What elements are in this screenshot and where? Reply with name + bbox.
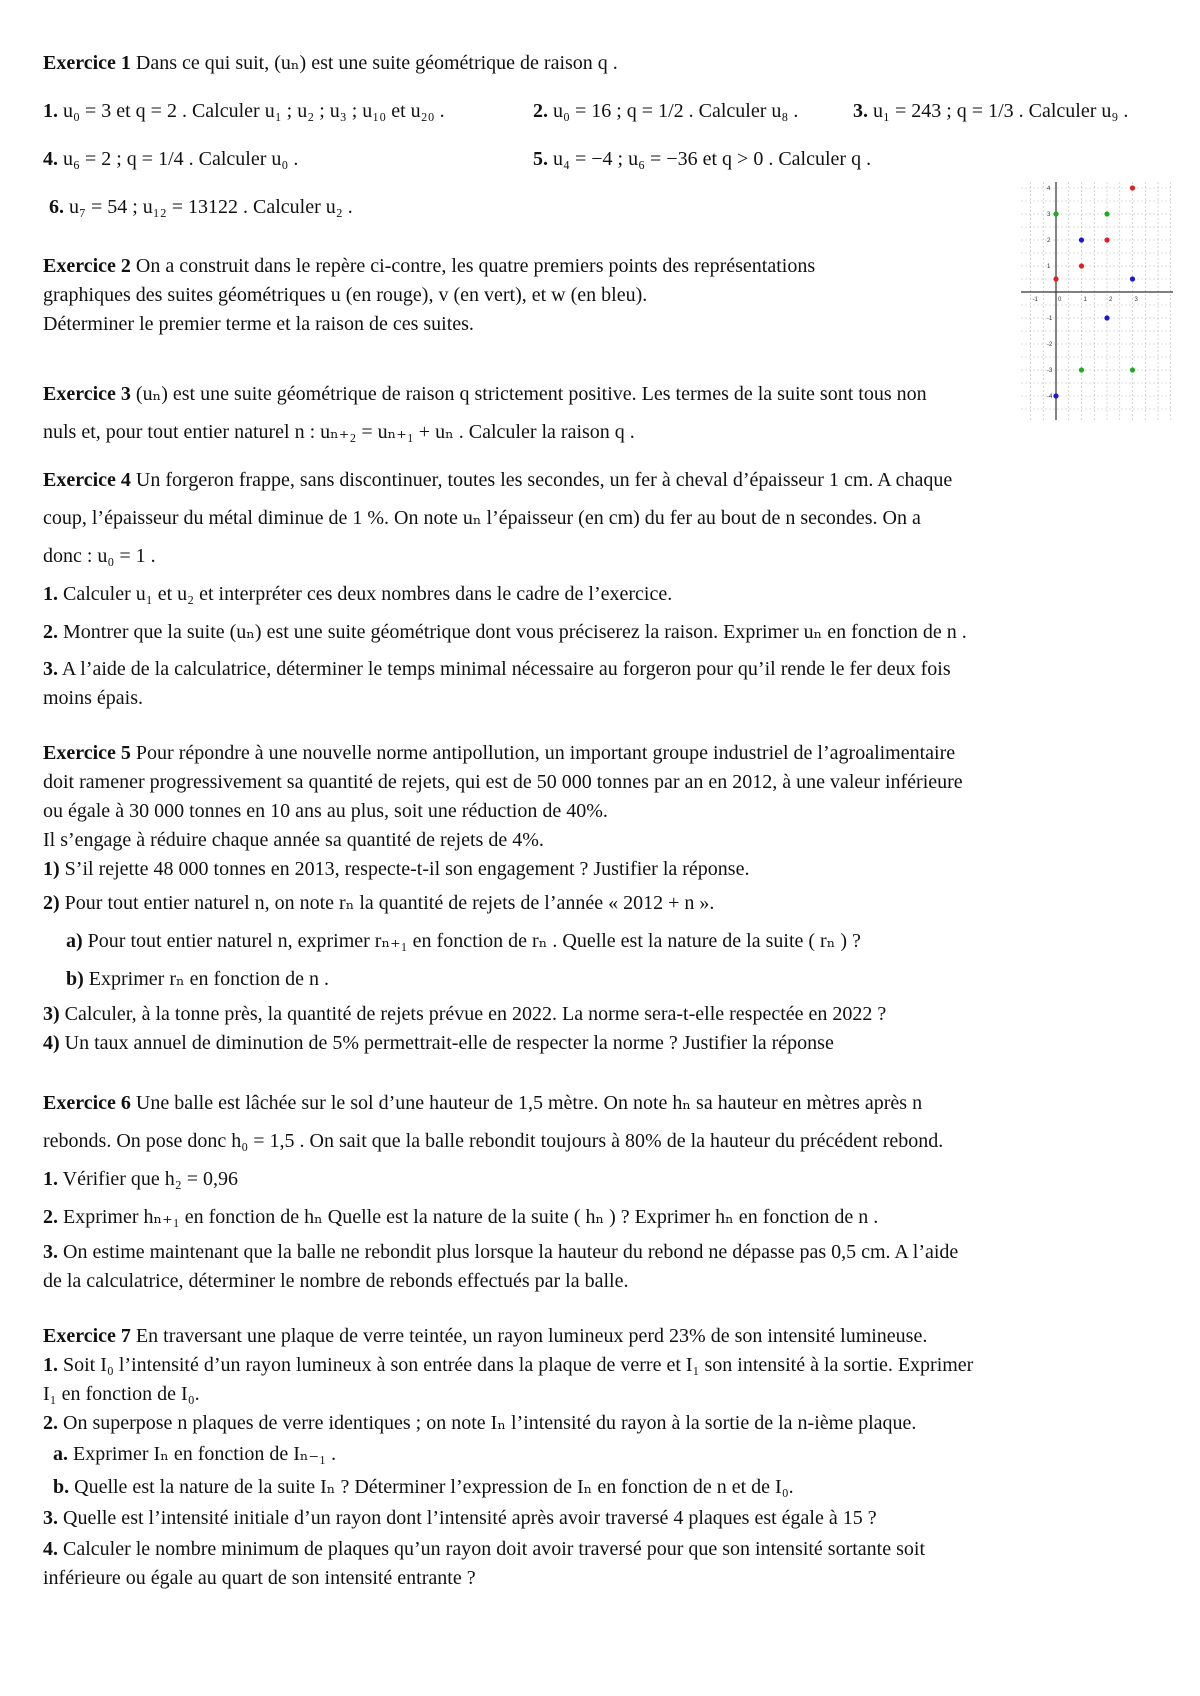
exercise-5 <box>43 739 1168 1058</box>
ex5-q4-text: Un taux annuel de diminution de 5% permettrait-elle de respecter la norme ? Justifier la réponse <box>64 1032 834 1054</box>
ex4-line-2: coup, l’épaisseur du métal diminue de 1 %. On note uₙ l’épaisseur (en cm) du fer au bout de n secondes. On a <box>43 507 921 529</box>
ex7-q2-num: 2. <box>43 1412 58 1434</box>
ex4-heading: Exercice 4 <box>43 469 131 491</box>
ex6-q1 <box>43 1160 1168 1198</box>
y-tick-label: 1 <box>1047 264 1051 270</box>
ex1-q2-num: 2. <box>533 100 548 122</box>
ex5-line-3: ou égale à 30 000 tonnes en 10 ans au plus, soit une réduction de 40%. <box>43 800 608 822</box>
ex6-q1-text: Vérifier que h₂ = 0,96 <box>62 1168 239 1190</box>
ex5-line-1-text: Pour répondre à une nouvelle norme antipollution, un important groupe industriel de l’agroalimentaire <box>135 742 956 764</box>
ex6-q3-num: 3. <box>43 1241 58 1263</box>
ex5-q2b <box>43 960 1168 998</box>
ex5-q2 <box>43 884 1168 922</box>
point-v <box>1053 211 1058 216</box>
exercise-7 <box>43 1322 1168 1593</box>
ex6-q2 <box>43 1198 1168 1236</box>
ex2-line-3: Déterminer le premier terme et la raison de ces suites. <box>43 313 474 335</box>
ex5-q1-num: 1) <box>43 858 60 880</box>
point-v <box>1079 367 1084 372</box>
ex7-q3-num: 3. <box>43 1507 58 1529</box>
exercise-3 <box>43 375 1168 451</box>
exercise-1 <box>43 44 1168 226</box>
ex5-line-4: Il s’engage à réduire chaque année sa quantité de rejets de 4%. <box>43 829 544 851</box>
ex6-line-1 <box>43 1084 1168 1122</box>
ex1-q2-text: u₀ = 16 ; q = 1/2 . Calculer u₈ . <box>553 100 799 122</box>
ex7-q2a <box>43 1440 1168 1469</box>
ex5-q2a-text: Pour tout entier naturel n, exprimer rₙ₊₁ en fonction de rₙ . Quelle est la nature de la suite ( rₙ ) ? <box>87 930 861 952</box>
ex4-q3-text: A l’aide de la calculatrice, déterminer le temps minimal nécessaire au forgeron pour qu’il rende le fer deux fois <box>61 658 951 680</box>
ex2-line-1 <box>43 252 998 281</box>
y-tick-label: -3 <box>1047 368 1053 374</box>
ex5-q2-text: Pour tout entier naturel n, on note rₙ la quantité de rejets de l’année « 2012 + n ». <box>64 892 715 914</box>
ex7-q4 <box>43 1535 1168 1564</box>
ex7-q2a-text: Exprimer Iₙ en fonction de Iₙ₋₁ . <box>73 1443 337 1465</box>
ex1-q2 <box>533 92 853 130</box>
y-tick-label: 2 <box>1047 238 1051 244</box>
ex2-heading: Exercice 2 <box>43 255 131 277</box>
ex7-q1-text: Soit I₀ l’intensité d’un rayon lumineux à son entrée dans la plaque de verre et I₁ son intensité à la sortie. Exprimer <box>63 1354 974 1376</box>
exercise-4 <box>43 461 1168 713</box>
ex2-line-2: graphiques des suites géométriques u (en rouge), v (en vert), et w (en bleu). <box>43 284 648 306</box>
graph-tick-labels <box>1033 186 1139 400</box>
ex3-line-1 <box>43 375 1168 413</box>
graph-grid <box>1021 182 1173 420</box>
ex7-q3-text: Quelle est l’intensité initiale d’un rayon dont l’intensité après avoir traversé 4 plaques est égale à 15 ? <box>63 1507 877 1529</box>
x-tick-label: 2 <box>1109 297 1113 303</box>
ex5-q3-text: Calculer, à la tonne près, la quantité de rejets prévue en 2022. La norme sera-t-elle respectée en 2022 ? <box>64 1003 887 1025</box>
graph-axes <box>1021 182 1173 420</box>
ex1-intro <box>43 44 1168 82</box>
ex6-q3-cont: de la calculatrice, déterminer le nombre de rebonds effectués par la balle. <box>43 1270 629 1292</box>
ex3-line-1-text: (uₙ) est une suite géométrique de raison q strictement positive. Les termes de la suite sont tous non <box>135 383 927 405</box>
ex1-q3-text: u₁ = 243 ; q = 1/3 . Calculer u₉ . <box>873 100 1129 122</box>
ex6-q1-num: 1. <box>43 1168 58 1190</box>
ex4-q3 <box>43 655 1168 684</box>
ex4-q1-num: 1. <box>43 583 58 605</box>
y-tick-label: -1 <box>1047 316 1053 322</box>
y-tick-label: -2 <box>1047 342 1053 348</box>
ex1-q4 <box>43 140 533 178</box>
ex1-q6-text: u₇ = 54 ; u₁₂ = 13122 . Calculer u₂ . <box>69 196 353 218</box>
ex7-q2a-num: a. <box>53 1443 68 1465</box>
ex7-q4-text: Calculer le nombre minimum de plaques qu’un rayon doit avoir traversé pour que son intensité sortante soit <box>63 1538 926 1560</box>
ex1-q6 <box>43 188 1168 226</box>
ex1-q5-text: u₄ = −4 ; u₆ = −36 et q > 0 . Calculer q . <box>553 148 872 170</box>
ex1-q5 <box>533 140 871 178</box>
ex7-q4-num: 4. <box>43 1538 58 1560</box>
point-u <box>1079 263 1084 268</box>
ex6-q2-text: Exprimer hₙ₊₁ en fonction de hₙ Quelle est la nature de la suite ( hₙ ) ? Exprimer hₙ en fonction de n . <box>63 1206 879 1228</box>
ex7-q4-cont: inférieure ou égale au quart de son intensité entrante ? <box>43 1567 476 1589</box>
ex7-q1-cont: I₁ en fonction de I₀. <box>43 1383 200 1405</box>
ex5-q1-text: S’il rejette 48 000 tonnes en 2013, respecte-t-il son engagement ? Justifier la réponse. <box>64 858 750 880</box>
ex5-line-2: doit ramener progressivement sa quantité de rejets, qui est de 50 000 tonnes par an en 2012, à une valeur inférieure <box>43 771 963 793</box>
ex5-q2a-num: a) <box>66 930 83 952</box>
ex5-q4 <box>43 1029 1168 1058</box>
ex5-q2b-num: b) <box>66 968 84 990</box>
ex5-q3-num: 3) <box>43 1003 60 1025</box>
ex6-q3 <box>43 1238 1168 1267</box>
exercise-2 <box>43 252 998 339</box>
ex1-q6-num: 6. <box>49 196 64 218</box>
ex7-q1-num: 1. <box>43 1354 58 1376</box>
x-tick-label: -1 <box>1032 297 1038 303</box>
ex4-q2-num: 2. <box>43 621 58 643</box>
ex5-q2a <box>43 922 1168 960</box>
ex1-heading: Exercice 1 <box>43 52 131 74</box>
ex1-q1-num: 1. <box>43 100 58 122</box>
ex4-q1-text: Calculer u₁ et u₂ et interpréter ces deux nombres dans le cadre de l’exercice. <box>63 583 673 605</box>
ex5-line-1 <box>43 739 1168 768</box>
point-v <box>1130 367 1135 372</box>
x-tick-label: 0 <box>1058 297 1062 303</box>
ex3-line-2: nuls et, pour tout entier naturel n : uₙ₊₂ = uₙ₊₁ + uₙ . Calculer la raison q . <box>43 421 635 443</box>
ex1-q4-text: u₆ = 2 ; q = 1/4 . Calculer u₀ . <box>63 148 299 170</box>
sequence-graph <box>1021 182 1173 420</box>
exercise-6 <box>43 1084 1168 1296</box>
ex7-q2b-text: Quelle est la nature de la suite Iₙ ? Déterminer l’expression de Iₙ en fonction de n et de I₀. <box>74 1476 794 1498</box>
point-w <box>1104 315 1109 320</box>
ex7-heading: Exercice 7 <box>43 1325 131 1347</box>
point-u <box>1130 185 1135 190</box>
point-u <box>1104 237 1109 242</box>
ex7-q1 <box>43 1351 1168 1380</box>
ex1-q1-text: u₀ = 3 et q = 2 . Calculer u₁ ; u₂ ; u₃ ; u₁₀ et u₂₀ . <box>63 100 445 122</box>
worksheet <box>43 44 1168 1593</box>
ex1-q5-num: 5. <box>533 148 548 170</box>
x-tick-label: 1 <box>1083 297 1087 303</box>
ex7-q2 <box>43 1409 1168 1438</box>
ex6-line-2: rebonds. On pose donc h₀ = 1,5 . On sait que la balle rebondit toujours à 80% de la hauteur du précédent rebond. <box>43 1130 944 1152</box>
ex1-row-2 <box>43 140 1168 178</box>
ex7-line-1 <box>43 1322 1168 1351</box>
ex4-q3-cont: moins épais. <box>43 687 143 709</box>
ex4-q3-num: 3. <box>43 658 58 680</box>
y-tick-label: 4 <box>1047 186 1051 192</box>
point-u <box>1053 276 1058 281</box>
ex1-intro-text: Dans ce qui suit, (uₙ) est une suite géométrique de raison q . <box>135 52 618 74</box>
ex7-q3 <box>43 1504 1168 1533</box>
ex5-q1 <box>43 855 1168 884</box>
ex6-q2-num: 2. <box>43 1206 58 1228</box>
x-tick-label: 3 <box>1134 297 1138 303</box>
ex1-q3 <box>853 92 1128 130</box>
ex7-line-1-text: En traversant une plaque de verre teintée, un rayon lumineux perd 23% de son intensité lumineuse. <box>135 1325 928 1347</box>
ex5-q2-num: 2) <box>43 892 60 914</box>
ex6-heading: Exercice 6 <box>43 1092 131 1114</box>
y-tick-label: 3 <box>1047 212 1051 218</box>
ex4-q2-text: Montrer que la suite (uₙ) est une suite géométrique dont vous préciserez la raison. Exprimer uₙ en fonction de n . <box>63 621 967 643</box>
ex2-line-1-text: On a construit dans le repère ci-contre, les quatre premiers points des représentations <box>135 255 816 277</box>
ex1-q4-num: 4. <box>43 148 58 170</box>
ex5-q3 <box>43 1000 1168 1029</box>
ex1-q1 <box>43 92 533 130</box>
ex5-q2b-text: Exprimer rₙ en fonction de n . <box>88 968 330 990</box>
point-v <box>1104 211 1109 216</box>
ex7-q2-text: On superpose n plaques de verre identiques ; on note Iₙ l’intensité du rayon à la sortie de la n-ième plaque. <box>63 1412 917 1434</box>
ex1-q3-num: 3. <box>853 100 868 122</box>
ex7-q2b <box>43 1473 1168 1502</box>
point-w <box>1079 237 1084 242</box>
ex4-line-1-text: Un forgeron frappe, sans discontinuer, toutes les secondes, un fer à cheval d’épaisseur 1 cm. A chaque <box>135 469 953 491</box>
point-w <box>1053 393 1058 398</box>
ex4-line-1 <box>43 461 1168 499</box>
ex6-line-1-text: Une balle est lâchée sur le sol d’une hauteur de 1,5 mètre. On note hₙ sa hauteur en mètres après n <box>135 1092 923 1114</box>
ex5-heading: Exercice 5 <box>43 742 131 764</box>
y-tick-label: -4 <box>1047 394 1053 400</box>
ex6-q3-text: On estime maintenant que la balle ne rebondit plus lorsque la hauteur du rebond ne dépasse pas 0,5 cm. A l’aide <box>63 1241 959 1263</box>
point-w <box>1130 276 1135 281</box>
ex4-q2 <box>43 613 1168 651</box>
ex1-row-1 <box>43 92 1168 130</box>
ex7-q2b-num: b. <box>53 1476 70 1498</box>
ex5-q4-num: 4) <box>43 1032 60 1054</box>
ex4-line-3: donc : u₀ = 1 . <box>43 545 156 567</box>
ex4-q1 <box>43 575 1168 613</box>
ex3-heading: Exercice 3 <box>43 383 131 405</box>
